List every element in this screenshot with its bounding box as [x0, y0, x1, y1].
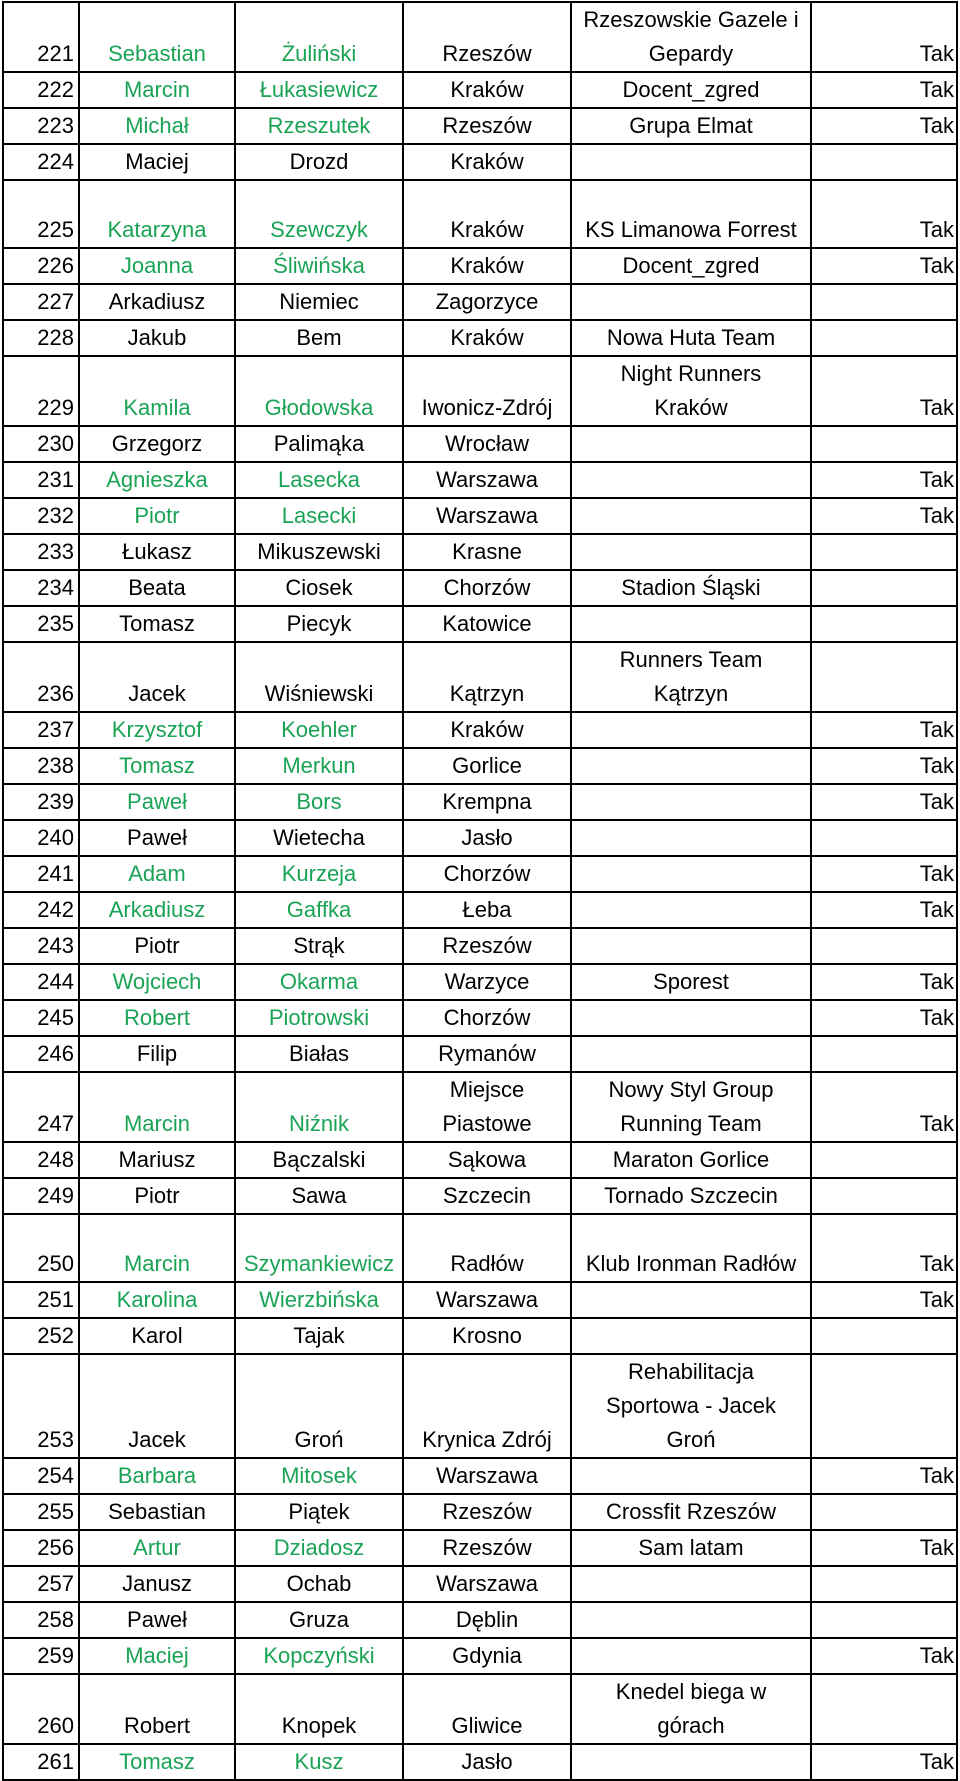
status-cell — [811, 284, 957, 320]
city-cell: Kraków — [403, 712, 571, 748]
city-cell: Rzeszów — [403, 1530, 571, 1566]
first-name-cell: Karolina — [79, 1282, 235, 1318]
row-number-cell: 232 — [3, 498, 79, 534]
club-cell: Sam latam — [571, 1530, 811, 1566]
status-cell — [811, 642, 957, 712]
club-cell: Crossfit Rzeszów — [571, 1494, 811, 1530]
first-name-cell: Beata — [79, 570, 235, 606]
table-row — [3, 1178, 957, 1214]
first-name-cell: Joanna — [79, 248, 235, 284]
row-number-cell: 238 — [3, 748, 79, 784]
table-row — [3, 1036, 957, 1072]
first-name-cell: Marcin — [79, 1214, 235, 1282]
club-cell — [571, 1638, 811, 1674]
city-cell: Łeba — [403, 892, 571, 928]
city-cell: Kraków — [403, 72, 571, 108]
table-row — [3, 284, 957, 320]
club-cell: Runners Team Kątrzyn — [571, 642, 811, 712]
row-number-cell: 253 — [3, 1354, 79, 1458]
table-row — [3, 784, 957, 820]
first-name-cell: Grzegorz — [79, 426, 235, 462]
row-number-cell: 244 — [3, 964, 79, 1000]
club-cell: Docent_zgred — [571, 72, 811, 108]
first-name-cell: Maciej — [79, 1638, 235, 1674]
row-number-cell: 250 — [3, 1214, 79, 1282]
club-cell: Klub Ironman Radłów — [571, 1214, 811, 1282]
row-number-cell: 245 — [3, 1000, 79, 1036]
table-row — [3, 320, 957, 356]
row-number-cell: 260 — [3, 1674, 79, 1744]
row-number-cell: 234 — [3, 570, 79, 606]
status-cell: Tak — [811, 1458, 957, 1494]
table-row — [3, 2, 957, 72]
row-number-cell: 254 — [3, 1458, 79, 1494]
city-cell: Rzeszów — [403, 928, 571, 964]
first-name-cell: Agnieszka — [79, 462, 235, 498]
club-cell — [571, 1602, 811, 1638]
city-cell: Warszawa — [403, 498, 571, 534]
table-row — [3, 248, 957, 284]
status-cell: Tak — [811, 748, 957, 784]
last-name-cell: Bem — [235, 320, 403, 356]
club-cell: Tornado Szczecin — [571, 1178, 811, 1214]
last-name-cell: Gaffka — [235, 892, 403, 928]
status-cell: Tak — [811, 1000, 957, 1036]
first-name-cell: Katarzyna — [79, 180, 235, 248]
club-cell: Nowa Huta Team — [571, 320, 811, 356]
last-name-cell: Kurzeja — [235, 856, 403, 892]
status-cell: Tak — [811, 108, 957, 144]
table-row — [3, 462, 957, 498]
city-cell: Kraków — [403, 248, 571, 284]
club-cell — [571, 1744, 811, 1780]
city-cell: Warzyce — [403, 964, 571, 1000]
status-cell — [811, 1566, 957, 1602]
last-name-cell: Łukasiewicz — [235, 72, 403, 108]
row-number-cell: 252 — [3, 1318, 79, 1354]
row-number-cell: 246 — [3, 1036, 79, 1072]
club-cell — [571, 1458, 811, 1494]
row-number-cell: 224 — [3, 144, 79, 180]
table-row — [3, 534, 957, 570]
status-cell: Tak — [811, 1744, 957, 1780]
status-cell — [811, 1036, 957, 1072]
row-number-cell: 225 — [3, 180, 79, 248]
club-cell: Rehabilitacja Sportowa - Jacek Groń — [571, 1354, 811, 1458]
status-cell: Tak — [811, 1638, 957, 1674]
row-number-cell: 247 — [3, 1072, 79, 1142]
city-cell: Kraków — [403, 144, 571, 180]
first-name-cell: Marcin — [79, 1072, 235, 1142]
last-name-cell: Kopczyński — [235, 1638, 403, 1674]
last-name-cell: Mitosek — [235, 1458, 403, 1494]
table-row — [3, 1072, 957, 1142]
first-name-cell: Filip — [79, 1036, 235, 1072]
first-name-cell: Barbara — [79, 1458, 235, 1494]
status-cell — [811, 570, 957, 606]
first-name-cell: Piotr — [79, 928, 235, 964]
first-name-cell: Michał — [79, 108, 235, 144]
status-cell — [811, 1494, 957, 1530]
status-cell — [811, 1142, 957, 1178]
club-cell — [571, 820, 811, 856]
city-cell: Sąkowa — [403, 1142, 571, 1178]
first-name-cell: Tomasz — [79, 606, 235, 642]
table-row — [3, 642, 957, 712]
city-cell: Dęblin — [403, 1602, 571, 1638]
last-name-cell: Lasecka — [235, 462, 403, 498]
table-row — [3, 606, 957, 642]
row-number-cell: 227 — [3, 284, 79, 320]
table-row — [3, 928, 957, 964]
status-cell: Tak — [811, 1530, 957, 1566]
row-number-cell: 259 — [3, 1638, 79, 1674]
last-name-cell: Lasecki — [235, 498, 403, 534]
club-cell — [571, 1036, 811, 1072]
club-cell: Docent_zgred — [571, 248, 811, 284]
status-cell — [811, 144, 957, 180]
status-cell — [811, 1178, 957, 1214]
city-cell: Warszawa — [403, 1566, 571, 1602]
status-cell: Tak — [811, 712, 957, 748]
table-row — [3, 856, 957, 892]
table-row — [3, 748, 957, 784]
status-cell — [811, 1354, 957, 1458]
last-name-cell: Okarma — [235, 964, 403, 1000]
last-name-cell: Bors — [235, 784, 403, 820]
table-row — [3, 144, 957, 180]
row-number-cell: 236 — [3, 642, 79, 712]
table-row — [3, 1674, 957, 1744]
first-name-cell: Adam — [79, 856, 235, 892]
table-row — [3, 1530, 957, 1566]
table-row — [3, 1318, 957, 1354]
last-name-cell: Piecyk — [235, 606, 403, 642]
club-cell — [571, 856, 811, 892]
table-row — [3, 498, 957, 534]
first-name-cell: Arkadiusz — [79, 284, 235, 320]
first-name-cell: Łukasz — [79, 534, 235, 570]
table-row — [3, 570, 957, 606]
city-cell: Miejsce Piastowe — [403, 1072, 571, 1142]
table-row — [3, 1354, 957, 1458]
city-cell: Zagorzyce — [403, 284, 571, 320]
city-cell: Chorzów — [403, 1000, 571, 1036]
first-name-cell: Karol — [79, 1318, 235, 1354]
last-name-cell: Palimąka — [235, 426, 403, 462]
row-number-cell: 222 — [3, 72, 79, 108]
last-name-cell: Groń — [235, 1354, 403, 1458]
table-row — [3, 1494, 957, 1530]
first-name-cell: Maciej — [79, 144, 235, 180]
first-name-cell: Jakub — [79, 320, 235, 356]
last-name-cell: Białas — [235, 1036, 403, 1072]
status-cell — [811, 320, 957, 356]
status-cell: Tak — [811, 462, 957, 498]
last-name-cell: Tajak — [235, 1318, 403, 1354]
status-cell — [811, 820, 957, 856]
first-name-cell: Arkadiusz — [79, 892, 235, 928]
row-number-cell: 257 — [3, 1566, 79, 1602]
first-name-cell: Sebastian — [79, 1494, 235, 1530]
last-name-cell: Piątek — [235, 1494, 403, 1530]
table-row — [3, 1638, 957, 1674]
last-name-cell: Żuliński — [235, 2, 403, 72]
club-cell — [571, 534, 811, 570]
table-row — [3, 1602, 957, 1638]
status-cell — [811, 928, 957, 964]
last-name-cell: Ciosek — [235, 570, 403, 606]
club-cell — [571, 1282, 811, 1318]
last-name-cell: Piotrowski — [235, 1000, 403, 1036]
status-cell: Tak — [811, 2, 957, 72]
city-cell: Rzeszów — [403, 2, 571, 72]
club-cell — [571, 712, 811, 748]
city-cell: Gdynia — [403, 1638, 571, 1674]
first-name-cell: Marcin — [79, 72, 235, 108]
city-cell: Krosno — [403, 1318, 571, 1354]
row-number-cell: 237 — [3, 712, 79, 748]
table-row — [3, 180, 957, 248]
last-name-cell: Bączalski — [235, 1142, 403, 1178]
table-row — [3, 72, 957, 108]
row-number-cell: 242 — [3, 892, 79, 928]
club-cell — [571, 784, 811, 820]
status-cell — [811, 606, 957, 642]
first-name-cell: Robert — [79, 1674, 235, 1744]
last-name-cell: Strąk — [235, 928, 403, 964]
last-name-cell: Wietecha — [235, 820, 403, 856]
club-cell — [571, 892, 811, 928]
last-name-cell: Drozd — [235, 144, 403, 180]
row-number-cell: 249 — [3, 1178, 79, 1214]
club-cell: Sporest — [571, 964, 811, 1000]
row-number-cell: 240 — [3, 820, 79, 856]
row-number-cell: 256 — [3, 1530, 79, 1566]
city-cell: Krasne — [403, 534, 571, 570]
first-name-cell: Jacek — [79, 1354, 235, 1458]
row-number-cell: 231 — [3, 462, 79, 498]
city-cell: Rzeszów — [403, 1494, 571, 1530]
row-number-cell: 221 — [3, 2, 79, 72]
table-row — [3, 426, 957, 462]
last-name-cell: Koehler — [235, 712, 403, 748]
first-name-cell: Krzysztof — [79, 712, 235, 748]
club-cell — [571, 1318, 811, 1354]
last-name-cell: Wiśniewski — [235, 642, 403, 712]
first-name-cell: Sebastian — [79, 2, 235, 72]
table-row — [3, 108, 957, 144]
table-row — [3, 892, 957, 928]
last-name-cell: Śliwińska — [235, 248, 403, 284]
status-cell: Tak — [811, 248, 957, 284]
row-number-cell: 241 — [3, 856, 79, 892]
club-cell — [571, 498, 811, 534]
row-number-cell: 229 — [3, 356, 79, 426]
status-cell: Tak — [811, 356, 957, 426]
row-number-cell: 261 — [3, 1744, 79, 1780]
club-cell — [571, 928, 811, 964]
status-cell: Tak — [811, 1072, 957, 1142]
first-name-cell: Wojciech — [79, 964, 235, 1000]
table-row — [3, 356, 957, 426]
table-row — [3, 820, 957, 856]
last-name-cell: Szymankiewicz — [235, 1214, 403, 1282]
first-name-cell: Robert — [79, 1000, 235, 1036]
city-cell: Jasło — [403, 1744, 571, 1780]
last-name-cell: Rzeszutek — [235, 108, 403, 144]
club-cell — [571, 426, 811, 462]
club-cell: Knedel biega w górach — [571, 1674, 811, 1744]
participants-table-body — [3, 2, 957, 1780]
row-number-cell: 233 — [3, 534, 79, 570]
table-row — [3, 1744, 957, 1780]
first-name-cell: Artur — [79, 1530, 235, 1566]
row-number-cell: 258 — [3, 1602, 79, 1638]
status-cell: Tak — [811, 498, 957, 534]
status-cell: Tak — [811, 892, 957, 928]
status-cell: Tak — [811, 784, 957, 820]
last-name-cell: Kusz — [235, 1744, 403, 1780]
status-cell — [811, 1318, 957, 1354]
club-cell — [571, 1000, 811, 1036]
club-cell: Stadion Śląski — [571, 570, 811, 606]
status-cell: Tak — [811, 180, 957, 248]
table-row — [3, 1142, 957, 1178]
table-row — [3, 1458, 957, 1494]
row-number-cell: 243 — [3, 928, 79, 964]
table-row — [3, 1282, 957, 1318]
club-cell: Rzeszowskie Gazele i Gepardy — [571, 2, 811, 72]
city-cell: Kątrzyn — [403, 642, 571, 712]
city-cell: Rymanów — [403, 1036, 571, 1072]
city-cell: Gorlice — [403, 748, 571, 784]
table-row — [3, 712, 957, 748]
city-cell: Warszawa — [403, 1458, 571, 1494]
last-name-cell: Mikuszewski — [235, 534, 403, 570]
last-name-cell: Sawa — [235, 1178, 403, 1214]
row-number-cell: 230 — [3, 426, 79, 462]
city-cell: Warszawa — [403, 462, 571, 498]
status-cell: Tak — [811, 856, 957, 892]
first-name-cell: Piotr — [79, 1178, 235, 1214]
club-cell: Nowy Styl Group Running Team — [571, 1072, 811, 1142]
row-number-cell: 235 — [3, 606, 79, 642]
first-name-cell: Paweł — [79, 1602, 235, 1638]
club-cell: KS Limanowa Forrest — [571, 180, 811, 248]
first-name-cell: Piotr — [79, 498, 235, 534]
status-cell — [811, 426, 957, 462]
last-name-cell: Knopek — [235, 1674, 403, 1744]
city-cell: Szczecin — [403, 1178, 571, 1214]
city-cell: Krynica Zdrój — [403, 1354, 571, 1458]
last-name-cell: Niemiec — [235, 284, 403, 320]
last-name-cell: Wierzbińska — [235, 1282, 403, 1318]
first-name-cell: Janusz — [79, 1566, 235, 1602]
city-cell: Katowice — [403, 606, 571, 642]
city-cell: Kraków — [403, 320, 571, 356]
city-cell: Iwonicz-Zdrój — [403, 356, 571, 426]
last-name-cell: Merkun — [235, 748, 403, 784]
club-cell — [571, 1566, 811, 1602]
status-cell — [811, 534, 957, 570]
club-cell: Maraton Gorlice — [571, 1142, 811, 1178]
first-name-cell: Tomasz — [79, 748, 235, 784]
city-cell: Chorzów — [403, 856, 571, 892]
last-name-cell: Głodowska — [235, 356, 403, 426]
club-cell: Grupa Elmat — [571, 108, 811, 144]
table-row — [3, 964, 957, 1000]
city-cell: Krempna — [403, 784, 571, 820]
city-cell: Warszawa — [403, 1282, 571, 1318]
row-number-cell: 255 — [3, 1494, 79, 1530]
status-cell: Tak — [811, 72, 957, 108]
table-row — [3, 1566, 957, 1602]
first-name-cell: Jacek — [79, 642, 235, 712]
first-name-cell: Tomasz — [79, 1744, 235, 1780]
row-number-cell: 223 — [3, 108, 79, 144]
row-number-cell: 226 — [3, 248, 79, 284]
status-cell — [811, 1602, 957, 1638]
club-cell — [571, 462, 811, 498]
status-cell — [811, 1674, 957, 1744]
last-name-cell: Ochab — [235, 1566, 403, 1602]
row-number-cell: 239 — [3, 784, 79, 820]
city-cell: Jasło — [403, 820, 571, 856]
city-cell: Radłów — [403, 1214, 571, 1282]
last-name-cell: Szewczyk — [235, 180, 403, 248]
table-row — [3, 1214, 957, 1282]
last-name-cell: Dziadosz — [235, 1530, 403, 1566]
first-name-cell: Paweł — [79, 820, 235, 856]
club-cell — [571, 144, 811, 180]
first-name-cell: Kamila — [79, 356, 235, 426]
participants-table — [2, 1, 958, 1781]
row-number-cell: 228 — [3, 320, 79, 356]
first-name-cell: Mariusz — [79, 1142, 235, 1178]
city-cell: Kraków — [403, 180, 571, 248]
club-cell: Night Runners Kraków — [571, 356, 811, 426]
city-cell: Gliwice — [403, 1674, 571, 1744]
row-number-cell: 251 — [3, 1282, 79, 1318]
status-cell: Tak — [811, 1282, 957, 1318]
table-row — [3, 1000, 957, 1036]
city-cell: Chorzów — [403, 570, 571, 606]
status-cell: Tak — [811, 964, 957, 1000]
last-name-cell: Niźnik — [235, 1072, 403, 1142]
row-number-cell: 248 — [3, 1142, 79, 1178]
first-name-cell: Paweł — [79, 784, 235, 820]
club-cell — [571, 284, 811, 320]
club-cell — [571, 606, 811, 642]
status-cell: Tak — [811, 1214, 957, 1282]
club-cell — [571, 748, 811, 784]
city-cell: Wrocław — [403, 426, 571, 462]
city-cell: Rzeszów — [403, 108, 571, 144]
last-name-cell: Gruza — [235, 1602, 403, 1638]
